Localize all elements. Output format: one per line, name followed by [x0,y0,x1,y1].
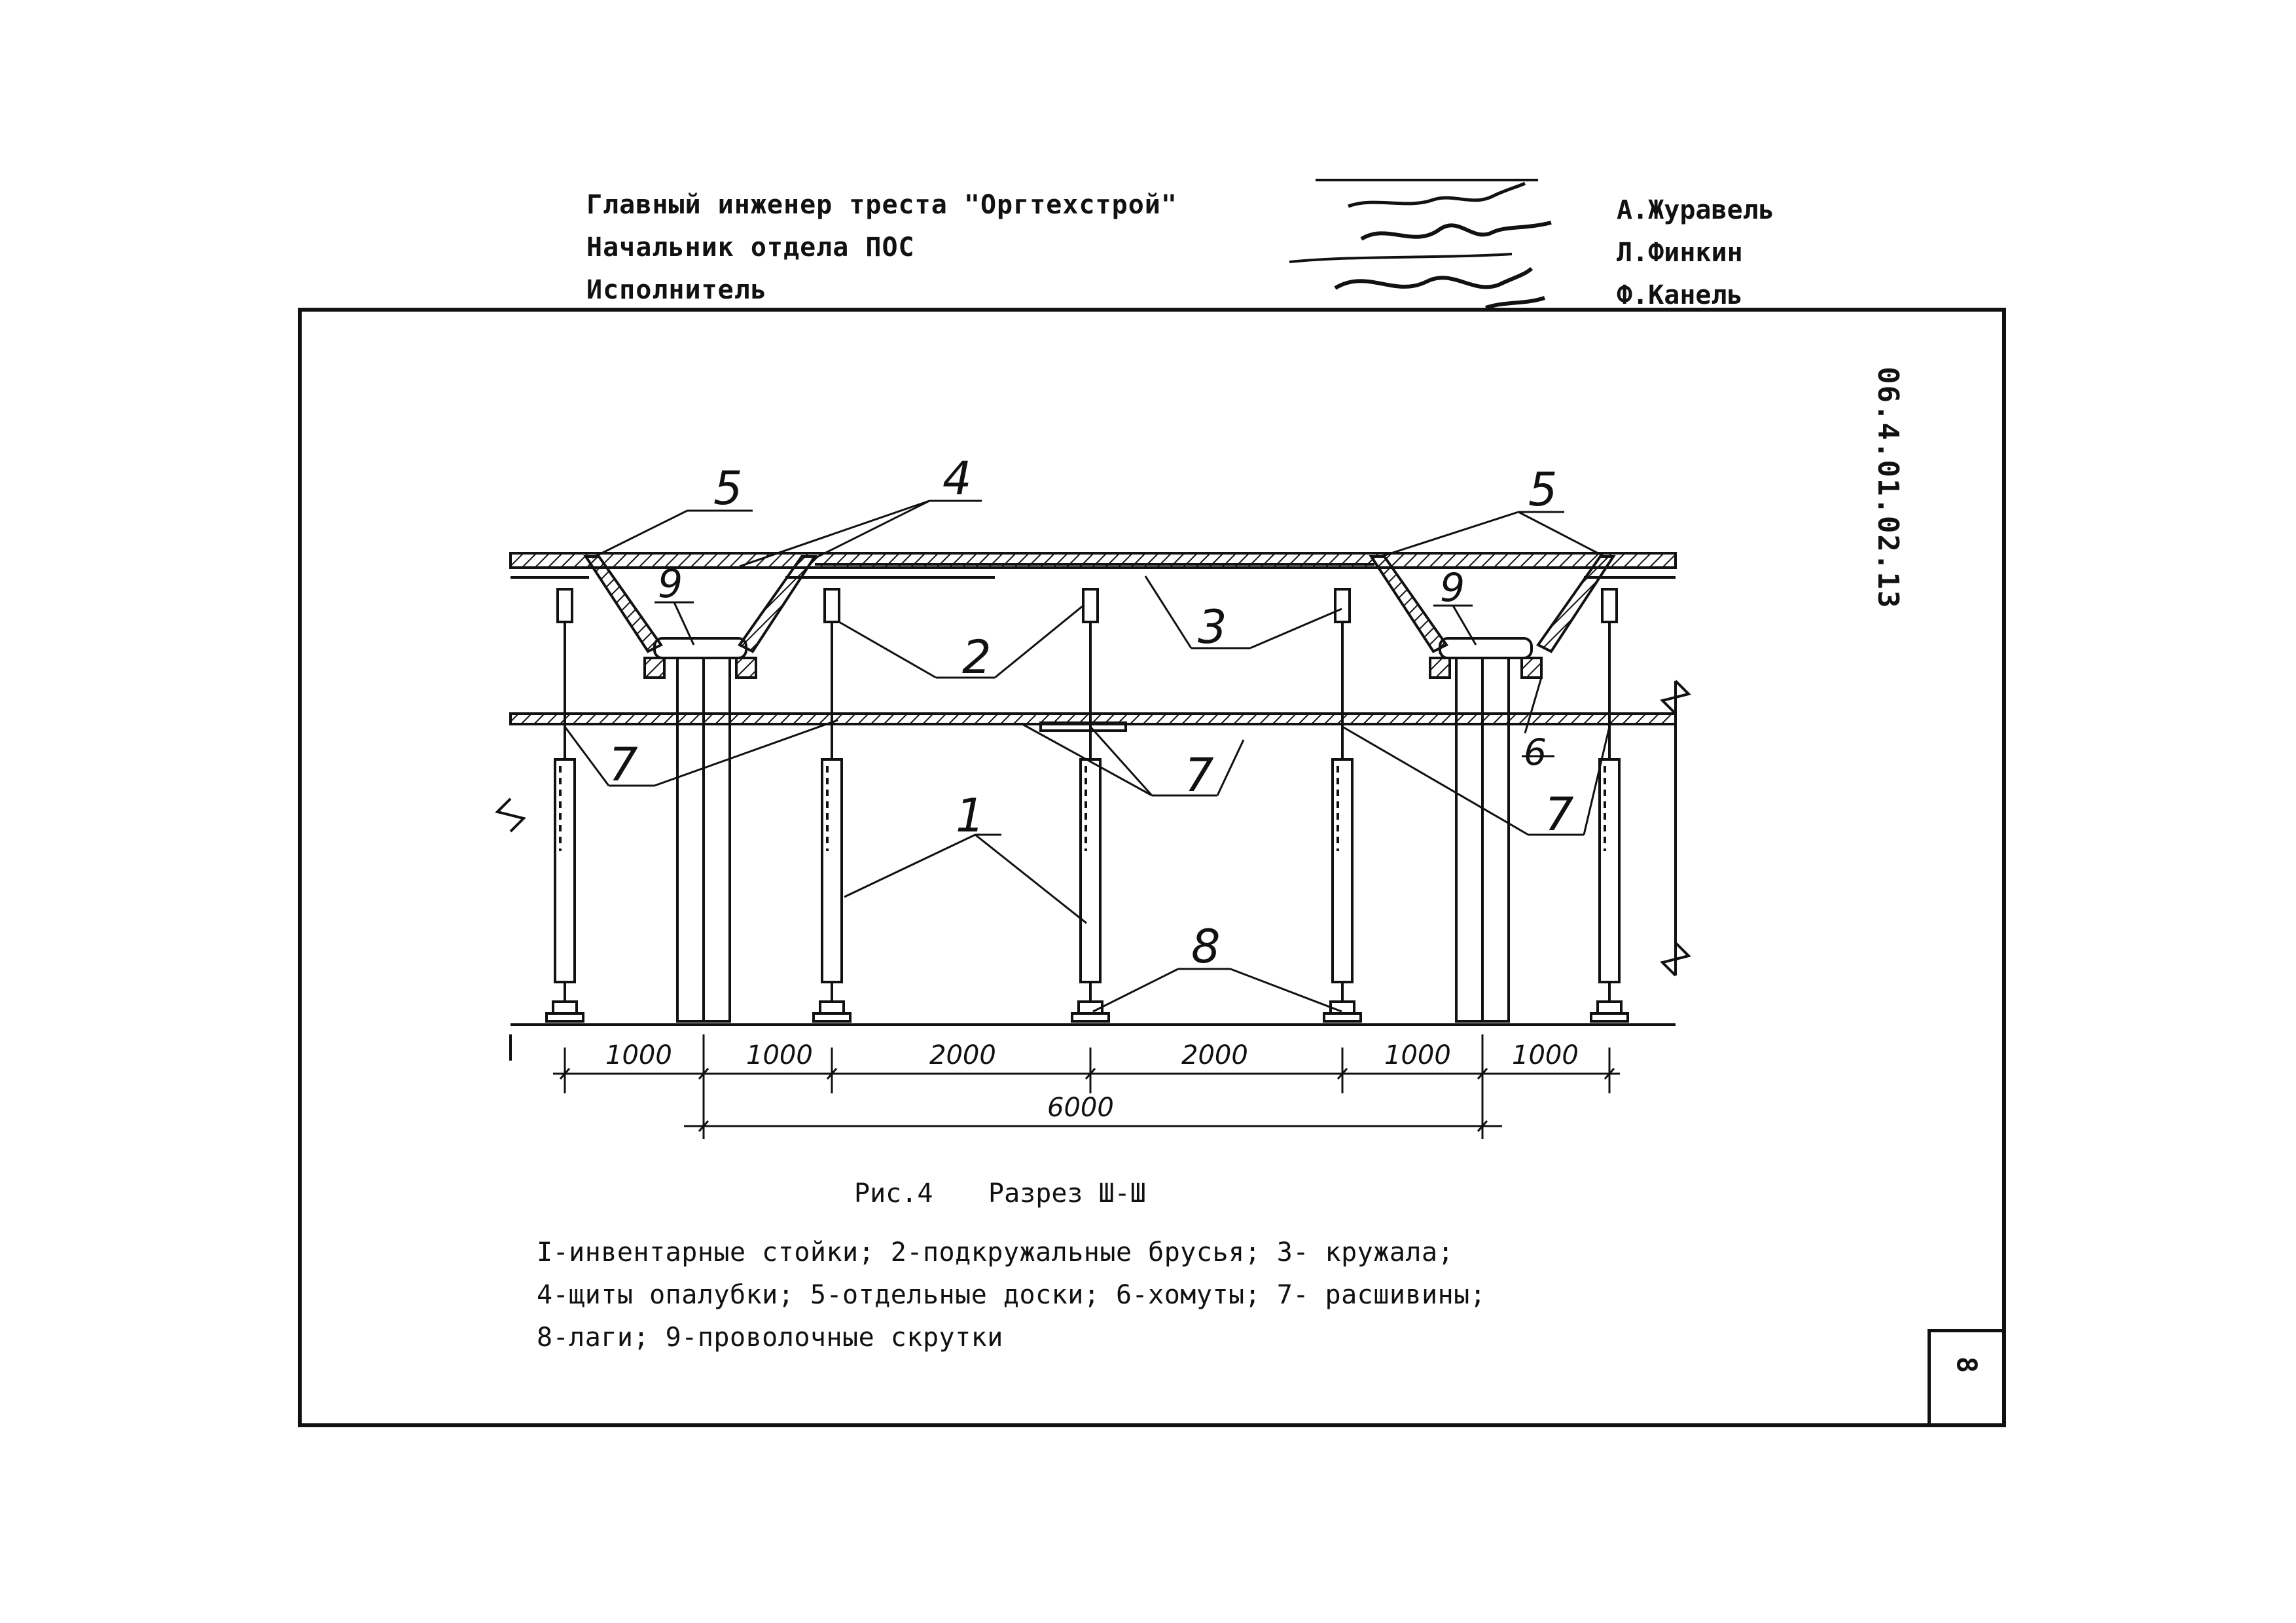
dim-1: 1000 [605,1040,672,1070]
callout-7-left: 7 [609,738,638,792]
callout-9-left: 9 [658,561,683,607]
dim-3: 2000 [929,1040,996,1070]
callout-5-right: 5 [1528,463,1558,517]
callout-9-right: 9 [1440,565,1465,611]
approval-role-executor: Исполнитель [586,275,767,305]
document-number: 06.4.01.02.13 [1871,367,1905,610]
callout-5-left: 5 [713,462,743,515]
prop-3 [1072,589,1109,1021]
legend-line-2: 4-щиты опалубки; 5-отдельные доски; 6-хомуты; 7- расшивины; [537,1280,1486,1310]
approval-role-chief-engineer: Главный инженер треста "Оргтехстрой" [586,190,1177,220]
approval-role-dept-head: Начальник отдела ПОС [586,232,915,263]
callout-7-center: 7 [1185,748,1214,802]
callout-3: 3 [1198,600,1227,654]
callout-7-right: 7 [1545,788,1574,841]
dim-total: 6000 [1047,1093,1114,1123]
callout-8: 8 [1191,920,1221,974]
legend-line-3: 8-лаги; 9-проволочные скрутки [537,1322,1003,1353]
prop-2 [814,589,850,1021]
dim-2: 1000 [746,1040,813,1070]
figure-section-title: Разрез Ш-Ш [988,1178,1146,1209]
dimension-lines [553,1034,1620,1139]
break-mark-left [497,799,524,831]
prop-4 [1324,589,1361,1021]
legend-line-1: I-инвентарные стойки; 2-подкружальные брусья; 3- кружала; [537,1237,1454,1267]
column-heads [645,638,1541,678]
dimension-labels [605,1040,1579,1123]
approval-name-executor: Ф.Канель [1617,280,1743,310]
dim-5: 1000 [1384,1040,1451,1070]
page-number: 8 [1950,1356,1983,1374]
horizontal-bracing [511,714,1676,731]
figure-caption: Рис.4 [854,1178,933,1209]
callout-2: 2 [962,630,992,684]
dim-4: 2000 [1181,1040,1248,1070]
dim-6: 1000 [1512,1040,1579,1070]
prop-5 [1591,589,1628,1021]
approval-name-dept-head: Л.Финкин [1617,238,1743,268]
callout-4: 4 [942,452,972,505]
prop-1 [547,589,583,1021]
approval-name-chief-engineer: А.Журавель [1617,195,1774,225]
inventory-props [547,589,1628,1021]
callout-6: 6 [1524,731,1547,773]
callout-1: 1 [956,789,985,843]
